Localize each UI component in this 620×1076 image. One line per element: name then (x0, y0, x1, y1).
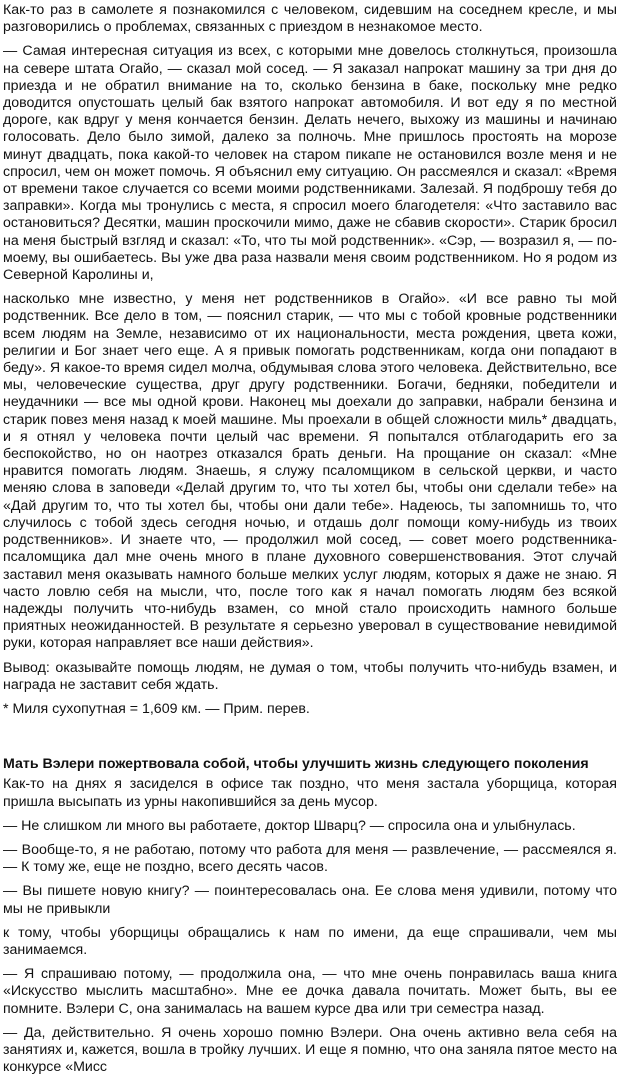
paragraph-conclusion: Вывод: оказывайте помощь людям, не думая о том, чтобы получить что-нибудь взамен, и награда не заставит себя ждать. (3, 659, 617, 693)
section-heading: Мать Вэлери пожертвовала собой, чтобы улучшить жизнь следующего поколения (3, 756, 589, 773)
paragraph-dialogue-2: — Вообще-то, я не работаю, потому что работа для меня — развлечение, — рассмеялся я. — К тому же, еще не поздно, всего десять часов. (3, 841, 617, 876)
paragraph-story-part-1: — Самая интересная ситуация из всех, с которыми мне довелось столкнуться, произошла на севере штата Огайо, — сказал мой сосед. — Я заказал напрокат машину за три дня до приезда и не обратил внимание на то, сколько бензина в баке, поскольку мне редко доводится опустошать целый бак взятого напрокат автомобиля. И вот еду я по местной дороге, как вдруг у меня кончается бензин. Делать нечего, выхожу из машины и начинаю голосовать. Дело было зимой, далеко за полночь. Мне пришлось простоять на морозе минут двадцать, пока какой-то человек на старом пикапе не остановился возле меня и не спросил, чем он может помочь. Я объяснил ему ситуацию. Он рассмеялся и сказал: «Время от времени такое случается со всеми моими родственниками. Залезай. Я подброшу тебя до заправки». Когда мы тронулись с места, я спросил моего благодетеля: «Что заставило вас остановиться? Десятки, машин проскочили мимо, даже не сбавив скорости». Старик бросил на меня быстрый взгляд и сказал: «То, что ты мой родственник». «Сэр, — возразил я, — по-моему, вы ошибаетесь. Вы уже два раза назвали меня своим родственником. Но я родом из Северной Каролины и, (3, 43, 617, 284)
paragraph-office: Как-то на днях я засиделся в офисе так поздно, что меня застала уборщица, которая пришла высыпать из урны накопившийся за день мусор. (3, 776, 617, 810)
paragraph-dialogue-3: — Вы пишете новую книгу? — поинтересовалась она. Ее слова меня удивили, потому что мы не привыкли (3, 883, 617, 917)
paragraph-dialogue-1: — Не слишком ли много вы работаете, доктор Шварц? — спросила она и улыбнулась. (3, 817, 576, 834)
paragraph-dialogue-3-cont: к тому, чтобы уборщицы обращались к нам по имени, да еще спрашивали, чем мы занимаемся. (3, 924, 617, 958)
paragraph-story-part-2: насколько мне известно, у меня нет родственников в Огайо». «И все равно ты мой родственник. Все дело в том, — пояснил старик, — что мы с тобой кровные родственники всем людям на Земле, независимо от их национальности, места рождения, цвета кожи, религии и Бог знает чего еще. А я привык помогать родственникам, когда они попадают в беду». Я какое-то время сидел молча, обдумывая слова этого человека. Действительно, все мы, человеческие существа, друг другу родственники. Богачи, бедняки, победители и неудачники — все мы одной крови. Наконец мы доехали до заправки, набрали бензина и старик повез меня назад к моей машине. Мы проехали в общей сложности миль* двадцать, и я отнял у человека почти целый час времени. Я попытался отблагодарить его за беспокойство, но он наотрез отказался брать деньги. На прощание он сказал: «Мне нравится помогать людям. Знаешь, я служу псаломщиком в сельской церкви, и часто меняю слова в заповеди «Делай другим то, что ты хотел бы, чтобы они сделали тебе» на «Дай другим то, что ты хотел бы, чтобы они дали тебе». Надеюсь, ты запомнишь то, что случилось с тобой здесь сегодня ночью, и отдашь долг помощи кому-нибудь из твоих родственников». И знаете что, — продолжил мой сосед, — совет моего родственника-псаломщика дал мне очень много в плане духовного совершенствования. Этот случай заставил меня оказывать намного больше мелких услуг людям, которых я даже не знаю. Я часто ловлю себя на мысли, что, после того как я начал помогать людям без всякой надежды получить что-нибудь взамен, со мной стало происходить намного больше приятных неожиданностей. В результате я серьезно уверовал в существование невидимой руки, которая направляет все наши действия». (3, 291, 617, 652)
paragraph-dialogue-5: — Да, действительно. Я очень хорошо помню Вэлери. Она очень активно вела себя на занятиях и, кажется, вошла в тройку лучших. И еще я помню, что она заняла пятое место на конкурсе «Мисс (3, 1024, 617, 1076)
paragraph-intro: Как-то раз в самолете я познакомился с человеком, сидевшим на соседнем кресле, и мы разговорились о проблемах, связанных с приездом в незнакомое место. (3, 2, 617, 36)
footnote: * Миля сухопутная = 1,609 км. — Прим. перев. (3, 700, 310, 717)
paragraph-dialogue-4: — Я спрашиваю потому, — продолжила она, — что мне очень понравилась ваша книга «Искусство мыслить масштабно». Мне ее дочка давала почитать. Может быть, вы ее помните. Вэлери С, она занималась на вашем курсе два или три семестра назад. (3, 966, 617, 1017)
